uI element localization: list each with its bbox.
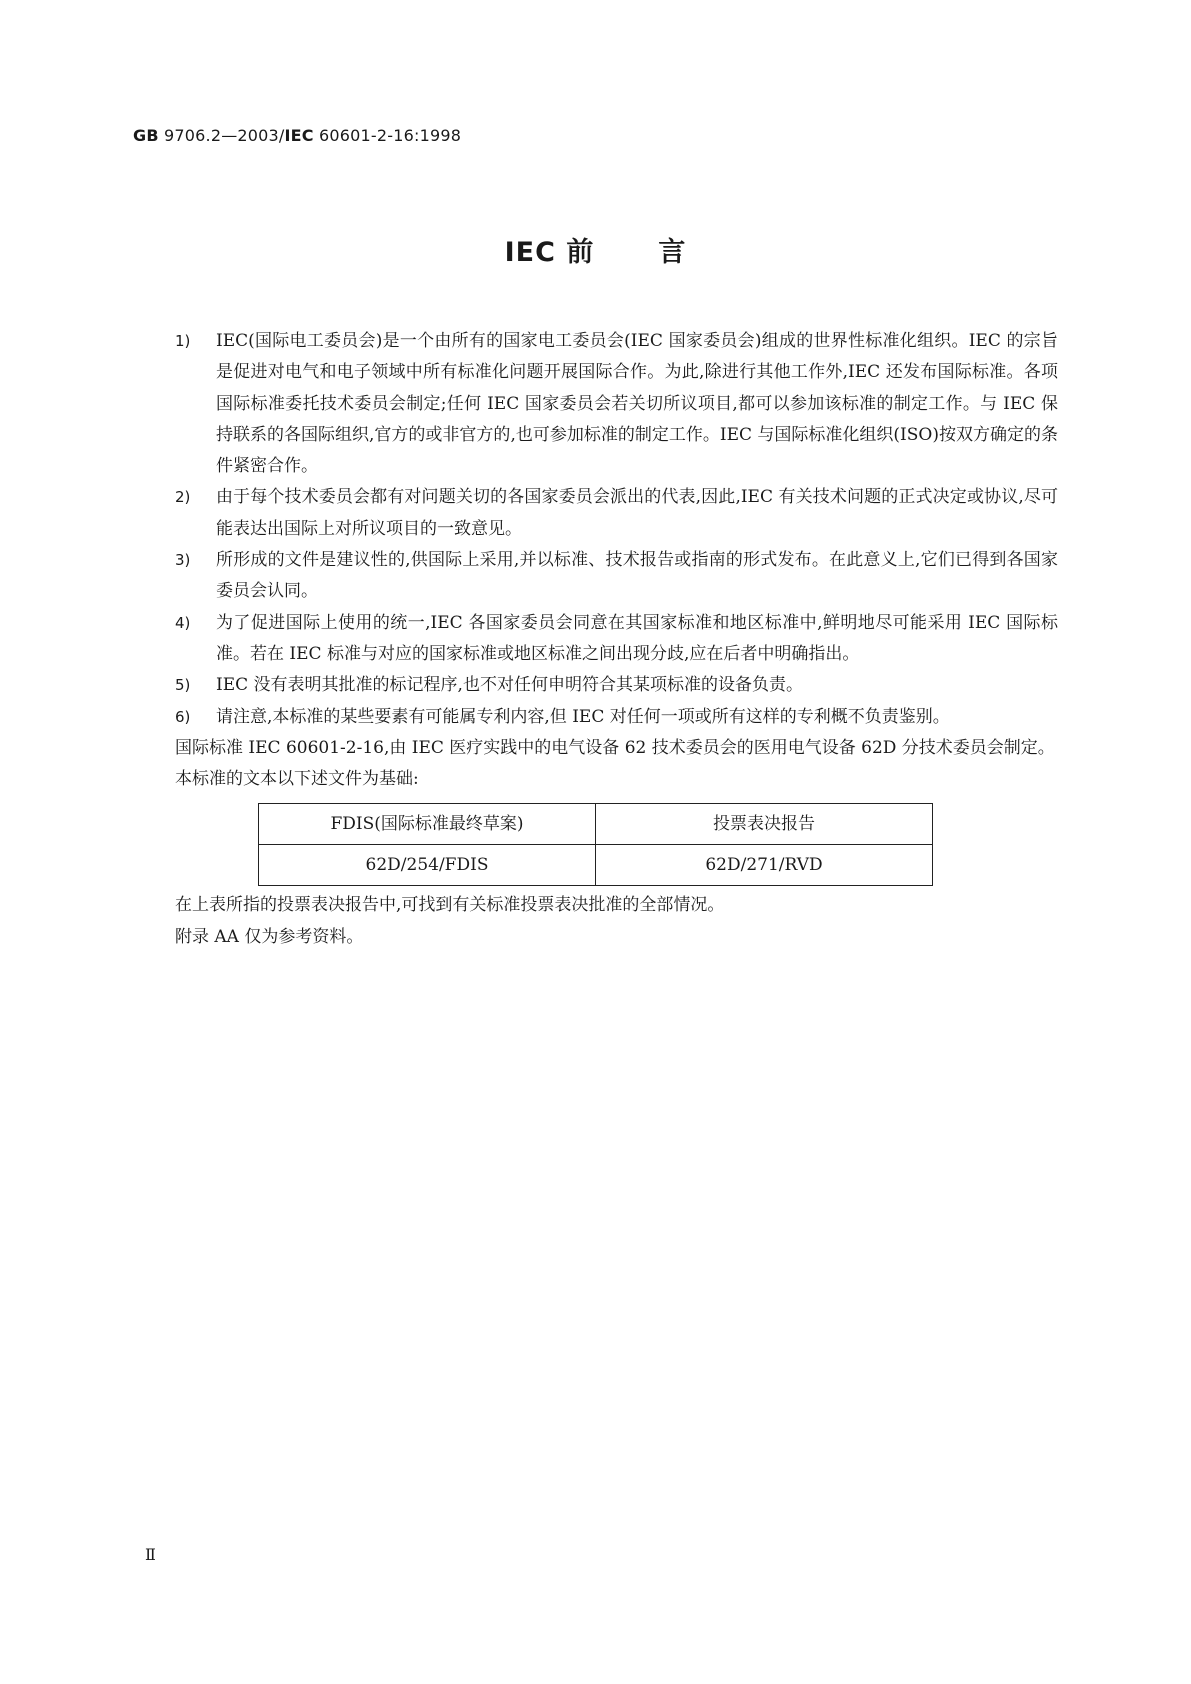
list-item-text: 由于每个技术委员会都有对问题关切的各国家委员会派出的代表,因此,IEC 有关技术问题的正式决定或协议,尽可能表达出国际上对所议项目的一致意见。 [216, 487, 1058, 539]
standard-prefix: GB [133, 126, 159, 145]
list-item-number: 2) [175, 488, 191, 507]
list-item [132, 608, 1058, 671]
list-item [132, 482, 1058, 545]
table-header-cell: 投票表决报告 [596, 804, 933, 845]
list-item [132, 670, 1058, 701]
page-title [0, 230, 1191, 269]
list-item-number: 3) [175, 551, 191, 570]
list-item-number: 5) [175, 676, 191, 695]
title-part-1: IEC 前 [504, 237, 595, 268]
table-header-row [259, 804, 933, 845]
iec-number: 60601-2-16:1998 [313, 126, 462, 145]
list-item [132, 545, 1058, 608]
table-row [259, 845, 933, 886]
paragraph-annex-note: 附录 AA 仅为参考资料。 [175, 926, 364, 947]
title-part-2: 言 [658, 237, 687, 268]
voting-table [258, 803, 933, 886]
list-item-text: IEC(国际电工委员会)是一个由所有的国家电工委员会(IEC 国家委员会)组成的世界性标准化组织。IEC 的宗旨是促进对电气和电子领域中所有标准化问题开展国际合作。为此,除进行其他工作外,IEC 还发布国际标准。各项国际标准委托技术委员会制定;任何 IEC 国家委员会若关切所议项目,都可以参加该标准的制定工作。与 IEC 保持联系的各国际组织,官方的或非官方的,也可参加标准的制定工作。IEC 与国际标准化组织(ISO)按双方确定的条件紧密合作。 [216, 331, 1058, 477]
paragraph-standard-origin: 国际标准 IEC 60601-2-16,由 IEC 医疗实践中的电气设备 62 技术委员会的医用电气设备 62D 分技术委员会制定。 [175, 737, 1055, 758]
list-item-text: 请注意,本标准的某些要素有可能属专利内容,但 IEC 对任何一项或所有这样的专利概不负责鉴别。 [216, 706, 950, 727]
standard-number: 9706.2—2003/ [158, 126, 285, 145]
list-item [132, 702, 1058, 733]
document-code-header [133, 126, 461, 145]
main-content [132, 326, 1058, 953]
list-item-number: 6) [175, 707, 191, 726]
list-item-number: 4) [175, 613, 191, 632]
table-cell: 62D/254/FDIS [259, 845, 596, 886]
paragraph-table-intro: 本标准的文本以下述文件为基础: [175, 769, 419, 790]
page-number: Ⅱ [145, 1545, 156, 1564]
list-item [132, 326, 1058, 482]
list-item-number: 1) [175, 332, 191, 350]
voting-table-wrapper [132, 795, 1058, 890]
list-item-text: 为了促进国际上使用的统一,IEC 各国家委员会同意在其国家标准和地区标准中,鲜明地尽可能采用 IEC 国际标准。若在 IEC 标准与对应的国家标准或地区标准之间出现分歧,应在后者中明确指出。 [216, 612, 1058, 664]
iec-prefix: IEC [284, 126, 314, 145]
table-cell: 62D/271/RVD [596, 845, 933, 886]
list-item-text: IEC 没有表明其批准的标记程序,也不对任何申明符合其某项标准的设备负责。 [216, 675, 803, 696]
list-item-text: 所形成的文件是建议性的,供国际上采用,并以标准、技术报告或指南的形式发布。在此意义上,它们已得到各国家委员会认同。 [216, 550, 1058, 602]
table-header-cell: FDIS(国际标准最终草案) [259, 804, 596, 845]
paragraph-voting-report: 在上表所指的投票表决报告中,可找到有关标准投票表决批准的全部情况。 [175, 895, 725, 916]
